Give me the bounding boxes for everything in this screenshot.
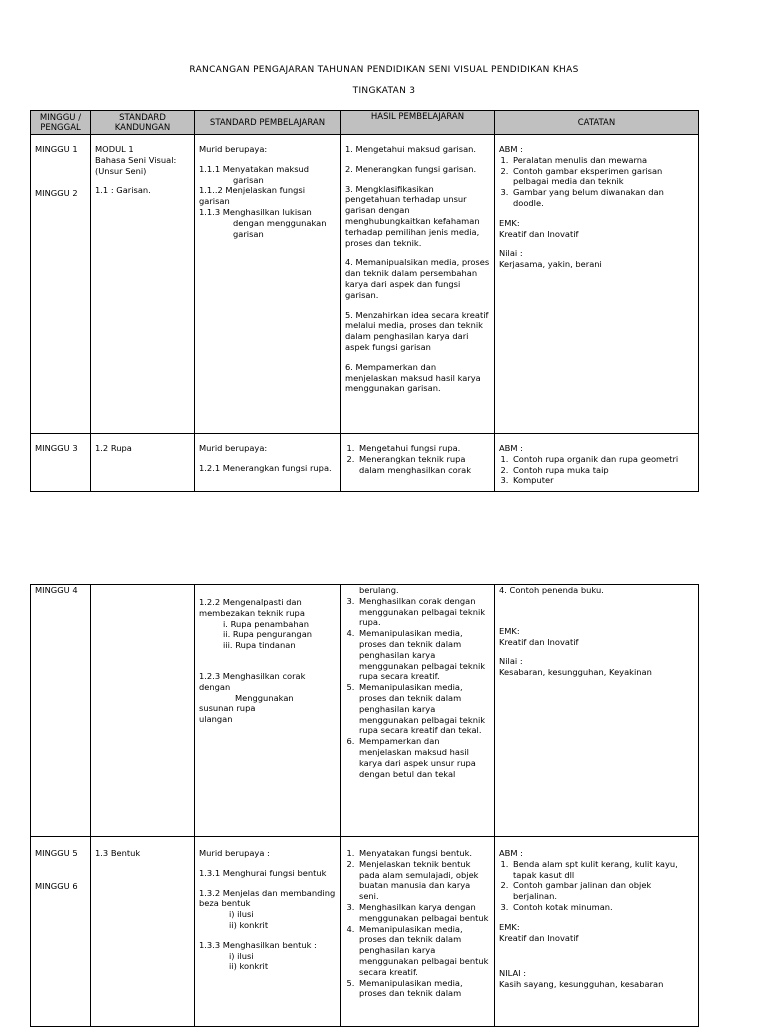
sp-intro: Murid berupaya: [199, 443, 268, 453]
standard-kandungan-cell [91, 585, 195, 837]
sp-item: 1.2.1 Menerangkan fungsi rupa. [199, 462, 332, 473]
document-subtitle: TINGKATAN 3 [352, 86, 416, 96]
table-row [31, 434, 699, 492]
hp-item: 3. Menghasilkan karya dengan menggunakan pelbagai bentuk [357, 902, 490, 924]
nilai-label: NILAI : [499, 968, 527, 979]
sp-subitem: ii) konkrit [229, 919, 269, 930]
sp-subitem: iii. Rupa tindanan [223, 640, 296, 651]
standard-kandungan-cell [91, 837, 195, 1027]
minggu-label: MINGGU 5 [35, 848, 78, 858]
nilai-value: Kerjasama, yakin, berani [499, 259, 602, 270]
minggu-label: MINGGU 2 [35, 187, 78, 198]
abm-item: 3. Gambar yang belum diwanakan dan doodle. [511, 187, 694, 209]
hp-item: 5. Memanipulasikan media, proses dan teknik dalam [357, 978, 490, 1000]
minggu-cell [31, 837, 91, 1027]
minggu-label: MINGGU 3 [35, 443, 78, 453]
abm-item: 2. Contoh rupa muka taip [511, 465, 694, 476]
abm-item: 2. Contoh gambar eksperimen garisan pelbagai media dan teknik [511, 166, 694, 188]
document-title: RANCANGAN PENGAJARAN TAHUNAN PENDIDIKAN SENI VISUAL PENDIDIKAN KHAS [189, 65, 579, 75]
sp-item: 1.1.1 Menyatakan maksud garisan [199, 163, 310, 185]
hp-item: 4. Memanipulasikan media, proses dan teknik dalam penghasilan karya menggunakan pelbagai teknik rupa secara kreatif. [357, 628, 490, 682]
hp-item: 1. Menyatakan fungsi bentuk. [357, 848, 490, 859]
minggu-label: MINGGU 4 [35, 585, 78, 595]
sp-subitem: ii) konkrit [229, 961, 269, 972]
sp-item-cont: susunan rupa [199, 703, 256, 714]
header-standard-kandungan: STANDARD KANDUNGAN [91, 111, 195, 135]
abm-item: 2. Contoh gambar jalinan dan objek berjalinan. [511, 880, 694, 902]
sp-subitem: i) ilusi [229, 909, 254, 920]
hp-item: 4. Memanipualsikan media, proses dan teknik dalam persembahan karya dari aspek dan fungsi garisan. [345, 257, 490, 300]
hasil-pembelajaran-cell [341, 135, 495, 434]
catatan-cell [495, 837, 699, 1027]
minggu-cell [31, 585, 91, 837]
abm-label: ABM : [499, 848, 523, 858]
abm-item: 1. Contoh rupa organik dan rupa geometri [511, 454, 694, 465]
minggu-cell [31, 434, 91, 492]
topic-label: 1.2 Rupa [95, 443, 132, 453]
sp-subitem: ii. Rupa pengurangan [223, 629, 313, 640]
catatan-cell [495, 585, 699, 837]
sp-intro: Murid berupaya: [199, 144, 268, 154]
plan-table-page-2 [30, 584, 699, 1027]
subtopic-label: 1.1 : Garisan. [95, 185, 151, 196]
nilai-label: Nilai : [499, 248, 523, 259]
hp-item: 5. Menzahirkan idea secara kreatif melalui media, proses dan teknik dalam penghasilan karya dari aspek fungsi garisan [345, 309, 489, 352]
hp-item: 3. Menghasilkan corak dengan menggunakan pelbagai teknik rupa. [357, 596, 490, 628]
emk-value: Kreatif dan Inovatif [499, 932, 579, 943]
table-header-row [31, 111, 699, 135]
standard-pembelajaran-cell [195, 135, 341, 434]
topic-label: Bahasa Seni Visual: (Unsur Seni) [95, 154, 177, 176]
table-row [31, 585, 699, 837]
abm-item: 3. Komputer [511, 475, 694, 486]
table-row [31, 837, 699, 1027]
minggu-label: MINGGU 6 [35, 880, 78, 891]
abm-item: 4. Contoh penenda buku. [499, 585, 604, 595]
header-minggu: MINGGU / PENGGAL [31, 111, 91, 135]
hp-item: 2. Menerangkan fungsi garisan. [345, 163, 477, 174]
sp-subitem: i) ilusi [229, 950, 254, 961]
sp-intro: Murid berupaya : [199, 848, 270, 858]
nilai-value: Kesabaran, kesungguhan, Keyakinan [499, 667, 652, 678]
abm-label: ABM : [499, 443, 523, 453]
hp-item-cont: berulang. [359, 585, 399, 595]
standard-pembelajaran-cell [195, 585, 341, 837]
sp-item: 1.3.3 Menghasilkan bentuk : [199, 939, 317, 950]
hp-item: 6. Mempamerkan dan menjelaskan maksud hasil karya dari aspek unsur rupa dengan betul dan tekal [357, 736, 490, 779]
emk-value: Kreatif dan Inovatif [499, 228, 579, 239]
sp-item: 1.2.2 Mengenalpasti dan membezakan teknik rupa [199, 597, 305, 618]
hasil-pembelajaran-cell [341, 837, 495, 1027]
standard-pembelajaran-cell [195, 837, 341, 1027]
emk-label: EMK: [499, 217, 520, 228]
hasil-pembelajaran-cell [341, 585, 495, 837]
standard-pembelajaran-cell [195, 434, 341, 492]
sp-subitem: i. Rupa penambahan [223, 618, 309, 629]
hp-item: 2. Menjelaskan teknik bentuk pada alam semulajadi, objek buatan manusia dan karya seni. [357, 859, 490, 902]
hp-item: 1. Mengetahui fungsi rupa. [357, 443, 490, 454]
module-label: MODUL 1 [95, 144, 134, 154]
nilai-value: Kasih sayang, kesungguhan, kesabaran [499, 979, 664, 990]
sp-item-cont: Menggunakan [235, 692, 294, 703]
abm-item: 1. Benda alam spt kulit kerang, kulit kayu, tapak kasut dll [511, 859, 694, 881]
sp-item: 1.1..2 Menjelaskan fungsi garisan [199, 185, 305, 207]
emk-value: Kreatif dan Inovatif [499, 636, 579, 647]
topic-label: 1.3 Bentuk [95, 848, 141, 858]
hp-item: 3. Mengklasifikasikan pengetahuan terhadap unsur garisan dengan menghubungkaitkan kefahaman terhadap pemilihan jenis media, proses dan teknik. [345, 183, 480, 248]
hp-item: 4. Memanipulasikan media, proses dan teknik dalam penghasilan karya menggunakan pelbagai bentuk secara kreatif. [357, 924, 490, 978]
hp-item: 2. Menerangkan teknik rupa dalam menghasilkan corak [357, 454, 490, 476]
catatan-cell [495, 135, 699, 434]
sp-item: 1.1.3 Menghasilkan lukisan dengan menggunakan garisan [199, 206, 327, 239]
header-catatan: CATATAN [495, 111, 699, 135]
minggu-label: MINGGU 1 [35, 144, 78, 154]
abm-item: 1. Peralatan menulis dan mewarna [511, 155, 694, 166]
sp-item: 1.2.3 Menghasilkan corak dengan [199, 670, 306, 692]
sp-item: 1.3.1 Menghurai fungsi bentuk [199, 867, 327, 878]
sp-item: 1.3.2 Menjelas dan membanding beza bentuk [199, 887, 336, 909]
hasil-pembelajaran-cell [341, 434, 495, 492]
standard-kandungan-cell [91, 434, 195, 492]
emk-label: EMK: [499, 921, 520, 932]
plan-table-page-1 [30, 110, 699, 492]
abm-label: ABM : [499, 144, 523, 154]
emk-label: EMK: [499, 625, 520, 636]
header-hasil-pembelajaran: HASIL PEMBELAJARAN [341, 111, 495, 135]
minggu-cell [31, 135, 91, 434]
sp-item-cont: ulangan [199, 714, 233, 725]
hp-item: 1. Mengetahui maksud garisan. [345, 144, 477, 154]
nilai-label: Nilai : [499, 656, 523, 667]
header-standard-pembelajaran: STANDARD PEMBELAJARAN [195, 111, 341, 135]
abm-item: 3. Contoh kotak minuman. [511, 902, 694, 913]
hp-item: 6. Mempamerkan dan menjelaskan maksud hasil karya menggunakan garisan. [345, 361, 481, 394]
hp-item: 5. Memanipulasikan media, proses dan teknik dalam penghasilan karya menggunakan pelbagai teknik rupa secara kreatif dan tekal. [357, 682, 490, 736]
table-row [31, 135, 699, 434]
standard-kandungan-cell [91, 135, 195, 434]
catatan-cell [495, 434, 699, 492]
